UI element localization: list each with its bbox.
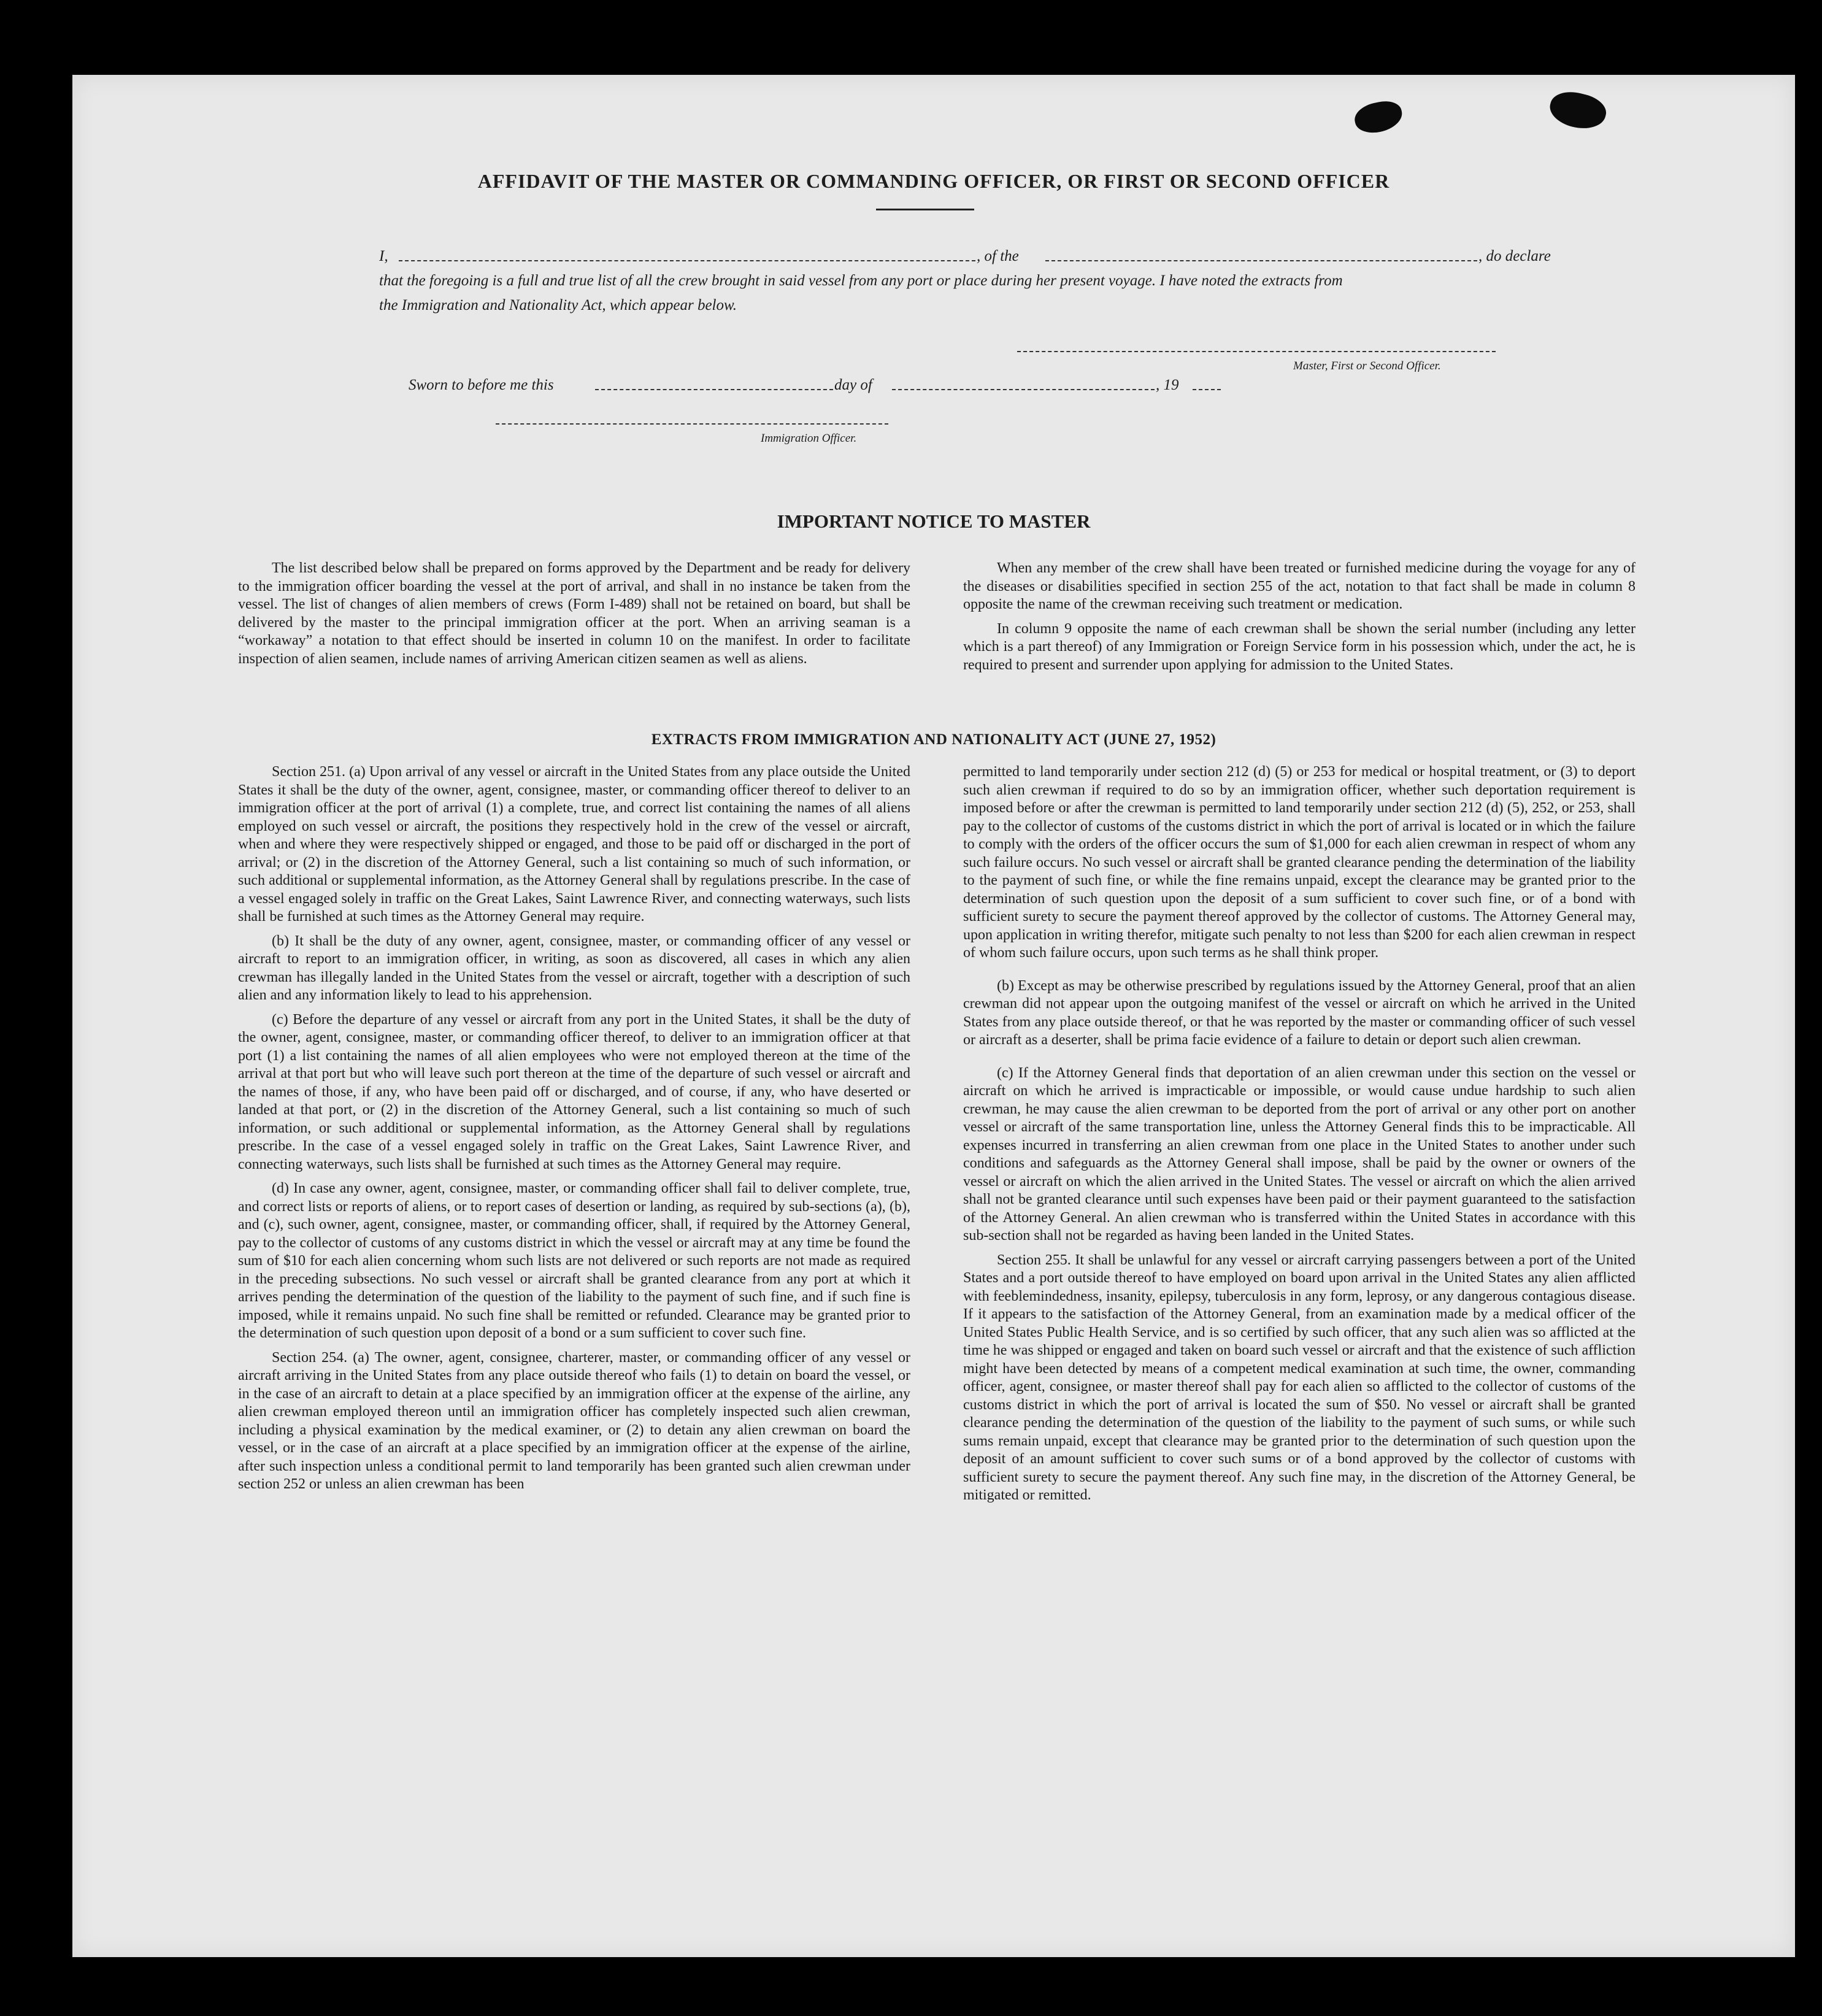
section-251-c: (c) Before the departure of any vessel or aircraft from any port in the United States, it shall be the duty of the owner, agent, consignee, master, or commanding officer thereof, to deliver to an immigration officer at that port (1) a list containing the names of all alien employees who were not employed thereon at the time of the arrival at that port but who will leave such port thereon at the time of the departure of such vessel or aircraft and the names of those, if any, who have been paid off or discharged, and of course, if any, who have deserted or landed at that port, or (2) in the discretion of the Attorney General, such a list containing so much of such information, or such additional or supplemental information, as the Attorney General shall by regulations prescribe. In the case of a vessel engaged solely in traffic on the Great Lakes, Saint Lawrence River, and connecting waterways, such lists shall be furnished at such times as the Attorney General may require. <box>238 1011 910 1172</box>
section-251-d: (d) In case any owner, agent, consignee, master, or commanding officer shall fail to deliver complete, true, and correct lists or reports of aliens, or to report cases of desertion or landing, as required by sub-sections (a), (b), and (c), such owner, agent, consignee, master, or commanding officer, shall, if required by the Attorney General, pay to the collector of customs of any customs district in which the vessel or aircraft may at any time be found the sum of $10 for each alien concerning whom such lists are not delivered or such reports are not made as required in the preceding subsections. No such vessel or aircraft shall be granted clearance from any port at which it arrives pending the determination of the question of the liability to the payment of such fine, and if such fine is imposed, while it remains unpaid. No such fine shall be remitted or refunded. Clearance may be granted prior to the determination of such question upon deposit of a bond or a sum sufficient to cover such fine. <box>238 1180 910 1341</box>
immigration-officer-label: Immigration Officer. <box>761 432 857 445</box>
section-251-b: (b) It shall be the duty of any owner, agent, consignee, master, or commanding officer of any vessel or aircraft to report to an immigration officer, in writing, as soon as discovered, all cases in which any alien crewman has illegally landed in the United States from the vessel or aircraft, together with a description of such alien and any information likely to lead to his apprehension. <box>238 933 910 1003</box>
section-254-a-continued: permitted to land temporarily under section 212 (d) (5) or 253 for medical or hospital treatment, or (3) to deport such alien crewman if required to do so by an immigration officer, whether such deportation requirement is imposed before or after the crewman is permitted to land temporarily under section 212 (d) (5), 252, or 253, shall pay to the collector of customs of the customs district in which the port of arrival is located or in which the failure to comply with the orders of the officer occurs the sum of $1,000 for each alien crewman in respect of whom any such failure occurs. No such vessel or aircraft shall be granted clearance pending the determination of the liability to the payment of such fine, or while the fine remains unpaid, except the clearance may be granted prior to the determination of such question upon the deposit of a sum sufficient to cover such fine, or of a bond with sufficient surety to secure the payment thereof approved by the collector of customs. The Attorney General may, upon application in writing therefor, mitigate such penalty to not less than $200 for each alien crewman in respect of whom such failure occurs, upon such terms as he shall think proper. <box>963 764 1636 961</box>
declaration-statement-line2: the Immigration and Nationality Act, which appear below. <box>379 297 737 314</box>
document-page <box>72 75 1795 1957</box>
extracts-left-column <box>238 763 910 1500</box>
section-254-a: Section 254. (a) The owner, agent, consignee, charterer, master, or commanding officer of any vessel or aircraft arriving in the United States from any place outside thereof who fails (1) to detain on board the vessel, or in the case of an aircraft to detain at a place specified by an immigration officer at the expense of the airline, any alien crewman employed thereon until an immigration officer has completely inspected such alien crewman, including a physical examination by the medical examiner, or (2) to detain any alien crewman on board the vessel, or in the case of an aircraft at a place specified by an immigration officer at the expense of the airline, after such inspection unless a conditional permit to land temporarily has been granted such alien crewman under section 252 or unless an alien crewman has been <box>238 1349 910 1492</box>
declare-i: I, <box>379 248 388 264</box>
notice-right-paragraph-1: When any member of the crew shall have been treated or furnished medicine during the voyage for any of the diseases or disabilities specified in section 255 of the act, notation to that fact shall be made in column 8 opposite the name of the crewman receiving such treatment or medication. <box>963 560 1636 612</box>
notice-right-paragraph-2: In column 9 opposite the name of each crewman shall be shown the serial number (including any letter which is a part thereof) of any Immigration or Foreign Service form in his possession which, under the act, he is required to present and surrender upon applying for admission to the United States. <box>963 620 1636 673</box>
ink-blot <box>1547 87 1610 134</box>
section-254-b: (b) Except as may be otherwise prescribed by regulations issued by the Attorney General, proof that an alien crewman did not appear upon the outgoing manifest of the vessel or aircraft on which he arrived in the United States from any place outside thereof, or that he was reported by the master or commanding officer of such vessel or aircraft as a deserter, shall be prima facie evidence of a failure to detain or deport such alien crewman. <box>963 977 1636 1048</box>
title-rule <box>876 209 974 210</box>
name-field-line[interactable] <box>399 260 975 261</box>
extracts-right-column <box>963 763 1636 1511</box>
section-251-a: Section 251. (a) Upon arrival of any vessel or aircraft in the United States from any place outside the United States it shall be the duty of the owner, agent, consignee, master, or commanding officer thereof to deliver to an immigration officer at the port of arrival (1) a complete, true, and correct list containing the names of all aliens employed on such vessel or aircraft, the positions they respectively hold in the crew of the vessel or aircraft, when and where they were respectively shipped or engaged, and those to be paid off or discharged in the port of arrival; or (2) in the discretion of the Attorney General, such a list containing so much of such information, or such additional or supplemental information, as the Attorney General shall by regulations prescribe. In the case of a vessel engaged solely in traffic on the Great Lakes, Saint Lawrence River, and connecting waterways, such lists shall be furnished at such times as the Attorney General may require. <box>238 764 910 925</box>
declaration-statement-line1: that the foregoing is a full and true list of all the crew brought in said vessel from any port or place during her present voyage. I have noted the extracts from <box>379 272 1343 289</box>
extracts-title: EXTRACTS FROM IMMIGRATION AND NATIONALITY ACT (JUNE 27, 1952) <box>651 731 1217 748</box>
sworn-prefix: Sworn to before me this <box>409 377 554 393</box>
declare-end: , do declare <box>1478 248 1551 264</box>
master-signature-line[interactable] <box>1017 351 1496 352</box>
affidavit-title: AFFIDAVIT OF THE MASTER OR COMMANDING OFFICER, OR FIRST OR SECOND OFFICER <box>477 170 1390 192</box>
sworn-year-label: , 19 <box>1156 377 1179 393</box>
notice-right-column <box>963 560 1636 680</box>
notice-left-column <box>238 560 910 674</box>
immigration-officer-signature-line[interactable] <box>496 423 888 425</box>
section-255: Section 255. It shall be unlawful for any vessel or aircraft carrying passengers between a port of the United States and a port outside thereof to have employed on board upon arrival in the United States any alien afflicted with feeblemindedness, insanity, epilepsy, tuberculosis in any form, leprosy, or any dangerous contagious disease. If it appears to the satisfaction of the Attorney General, from an examination made by a medical officer of the United States Public Health Service, and is so certified by such officer, that any such alien was so afflicted at the time he was shipped or engaged and taken on board such vessel or aircraft and that the existence of such affliction might have been detected by means of a competent medical examination at such time, the owner, commanding officer, agent, consignee, or master thereof shall pay for each alien so afflicted to the collector of customs of the customs district in which the port of arrival is located the sum of $50. No vessel or aircraft shall be granted clearance pending the determination of the question of the liability to the payment of such sums, or while such sums remain unpaid, except that clearance may be granted prior to the determination of such question upon the deposit of an amount sufficient to cover such sums or of a bond approved by the collector of customs with sufficient surety to secure the payment thereof. Any such fine may, in the discretion of the Attorney General, be mitigated or remitted. <box>963 1252 1636 1503</box>
section-254-c: (c) If the Attorney General finds that deportation of an alien crewman under this section on the vessel or aircraft on which he arrived is impracticable or impossible, or would cause undue hardship to such alien crewman, he may cause the alien crewman to be deported from the port of arrival or any other port on another vessel or aircraft of the same transportation line, unless the Attorney General finds this to be impracticable. All expenses incurred in transferring an alien crewman from one place in the United States to another under such conditions and safeguards as the Attorney General shall impose, shall be paid by the owner or owners of the vessel or aircraft on which the alien arrived in the United States. The vessel or aircraft on which the alien arrived shall not be granted clearance until such expenses have been paid or their payment guaranteed to the satisfaction of the Attorney General. An alien crewman who is transferred within the United States in accordance with this sub-section shall not be regarded as having been landed in the United States. <box>963 1064 1636 1244</box>
ink-blot <box>1352 98 1405 136</box>
notice-title: IMPORTANT NOTICE TO MASTER <box>777 510 1091 532</box>
notice-left-paragraph: The list described below shall be prepared on forms approved by the Department and be ready for delivery to the immigration officer boarding the vessel at the port of arrival, and shall in no instance be taken from the vessel. The list of changes of alien members of crews (Form I-489) shall not be retained on board, but shall be delivered by the master to the principal immigration officer at the port. When an arriving seaman is a “workaway” a notation to that effect should be inserted in column 10 on the manifest. In order to facilitate inspection of alien seamen, include names of arriving American citizen seamen as well as aliens. <box>238 560 910 667</box>
declare-of-the: , of the <box>977 248 1019 264</box>
sworn-day-label: day of <box>834 377 872 393</box>
sworn-month-field[interactable] <box>892 389 1155 390</box>
sworn-year-field[interactable] <box>1193 389 1221 390</box>
vessel-field-line[interactable] <box>1045 260 1477 261</box>
master-signature-label: Master, First or Second Officer. <box>1293 360 1441 372</box>
sworn-day-field[interactable] <box>595 389 833 390</box>
